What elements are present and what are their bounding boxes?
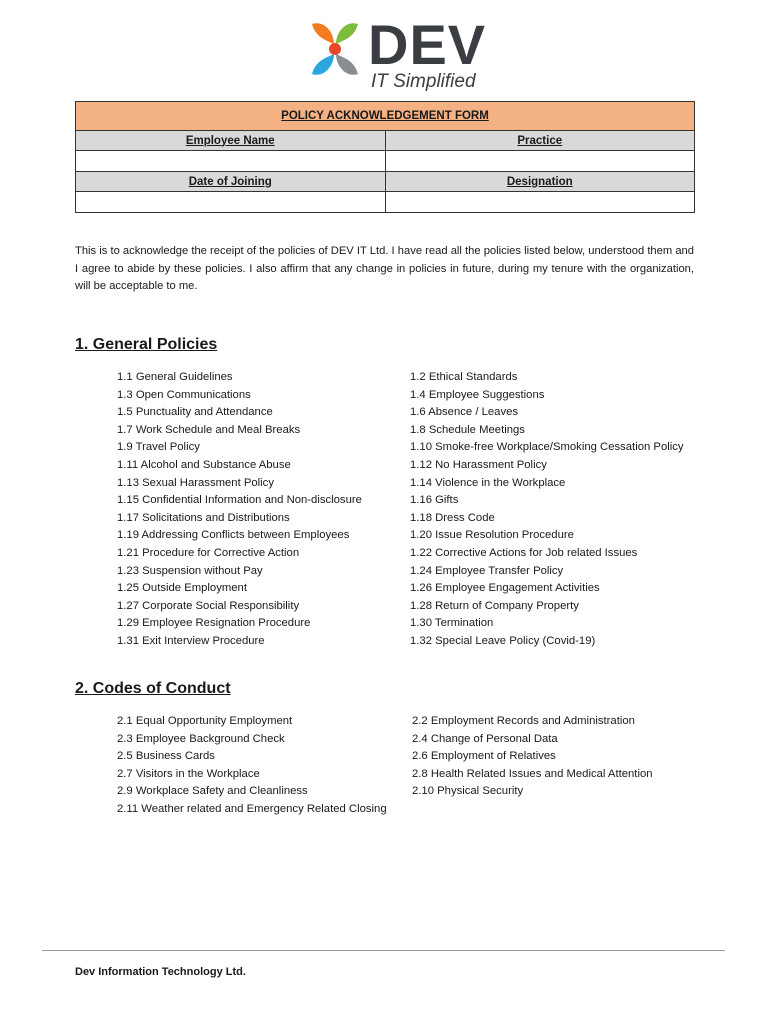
policy-item: 2.11 Weather related and Emergency Related Closing [117, 803, 387, 815]
policy-item: 1.26 Employee Engagement Activities [410, 582, 600, 595]
policy-item: 2.3 Employee Background Check [117, 732, 285, 745]
policy-item: 1.25 Outside Employment [117, 582, 247, 595]
policy-item: 2.10 Physical Security [412, 785, 524, 798]
policy-item: 1.4 Employee Suggestions [410, 388, 545, 401]
policy-item: 2.2 Employment Records and Administration [412, 715, 635, 727]
company-logo [304, 13, 514, 94]
practice-header: Practice [385, 131, 695, 151]
practice-field[interactable] [385, 151, 695, 172]
policy-item: 2.1 Equal Opportunity Employment [117, 715, 293, 727]
policy-item: 1.14 Violence in the Workplace [410, 476, 566, 489]
policy-item: 1.5 Punctuality and Attendance [117, 406, 273, 419]
policy-item: 1.16 Gifts [410, 494, 459, 507]
policy-item: 1.8 Schedule Meetings [410, 423, 525, 436]
policy-item: 1.9 Travel Policy [117, 441, 200, 454]
policy-item: 1.30 Termination [410, 617, 494, 630]
policy-item: 2.5 Business Cards [117, 750, 215, 763]
policy-item: 2.8 Health Related Issues and Medical Attention [412, 767, 653, 780]
policy-item: 1.24 Employee Transfer Policy [410, 564, 564, 577]
policy-item: 2.9 Workplace Safety and Cleanliness [117, 785, 308, 798]
policy-item: 1.31 Exit Interview Procedure [117, 635, 265, 647]
policy-item: 1.3 Open Communications [117, 388, 251, 401]
policy-item: 1.10 Smoke-free Workplace/Smoking Cessation Policy [410, 441, 684, 454]
policy-item: 1.22 Corrective Actions for Job related Issues [410, 547, 638, 559]
policy-item: 1.18 Dress Code [410, 511, 495, 524]
employee-name-header: Employee Name [76, 131, 386, 151]
brand-tagline: IT Simplified [371, 71, 476, 92]
policy-item: 1.7 Work Schedule and Meal Breaks [117, 423, 301, 436]
footer-company-name: Dev Information Technology Ltd. [75, 966, 246, 978]
designation-header: Designation [385, 172, 695, 192]
policy-item: 1.6 Absence / Leaves [410, 406, 519, 419]
policy-item: 2.7 Visitors in the Workplace [117, 767, 260, 780]
policy-item: 1.17 Solicitations and Distributions [117, 511, 290, 524]
policy-item: 1.27 Corporate Social Responsibility [117, 599, 300, 612]
policy-item: 1.28 Return of Company Property [410, 599, 579, 612]
designation-field[interactable] [385, 192, 695, 213]
policy-item: 1.13 Sexual Harassment Policy [117, 476, 274, 489]
footer-divider [42, 950, 725, 951]
acknowledgement-statement: This is to acknowledge the receipt of the policies of DEV IT Ltd. I have read all the policies listed below, understood them and I agree to abide by these policies. I also affirm that any change in policies in future, during my tenure with the organization, will be acceptable to me. [75, 245, 694, 292]
employee-name-field[interactable] [76, 151, 386, 172]
acknowledgement-form-table [75, 101, 695, 213]
dev-logo-icon [304, 18, 366, 80]
policy-item: 1.12 No Harassment Policy [410, 459, 547, 471]
policy-item: 1.1 General Guidelines [117, 371, 233, 383]
policy-item: 1.2 Ethical Standards [410, 371, 518, 383]
policy-item: 2.4 Change of Personal Data [412, 732, 558, 745]
policy-item: 1.20 Issue Resolution Procedure [410, 529, 574, 542]
form-title: POLICY ACKNOWLEDGEMENT FORM [76, 102, 695, 131]
policy-item: 1.19 Addressing Conflicts between Employees [117, 529, 350, 542]
policy-item: 1.23 Suspension without Pay [117, 564, 263, 577]
policy-item: 1.21 Procedure for Corrective Action [117, 547, 300, 559]
section-title-general-policies: 1. General Policies [75, 336, 218, 353]
brand-name: DEV [368, 13, 487, 76]
policy-item: 1.15 Confidential Information and Non-disclosure [117, 494, 362, 507]
policy-item: 1.29 Employee Resignation Procedure [117, 617, 311, 630]
policy-item: 1.32 Special Leave Policy (Covid-19) [410, 635, 596, 647]
date-of-joining-field[interactable] [76, 192, 386, 213]
section-title-codes-of-conduct: 2. Codes of Conduct [75, 680, 231, 697]
policy-item: 1.11 Alcohol and Substance Abuse [117, 459, 291, 471]
policy-item: 2.6 Employment of Relatives [412, 750, 556, 763]
date-of-joining-header: Date of Joining [76, 172, 386, 192]
